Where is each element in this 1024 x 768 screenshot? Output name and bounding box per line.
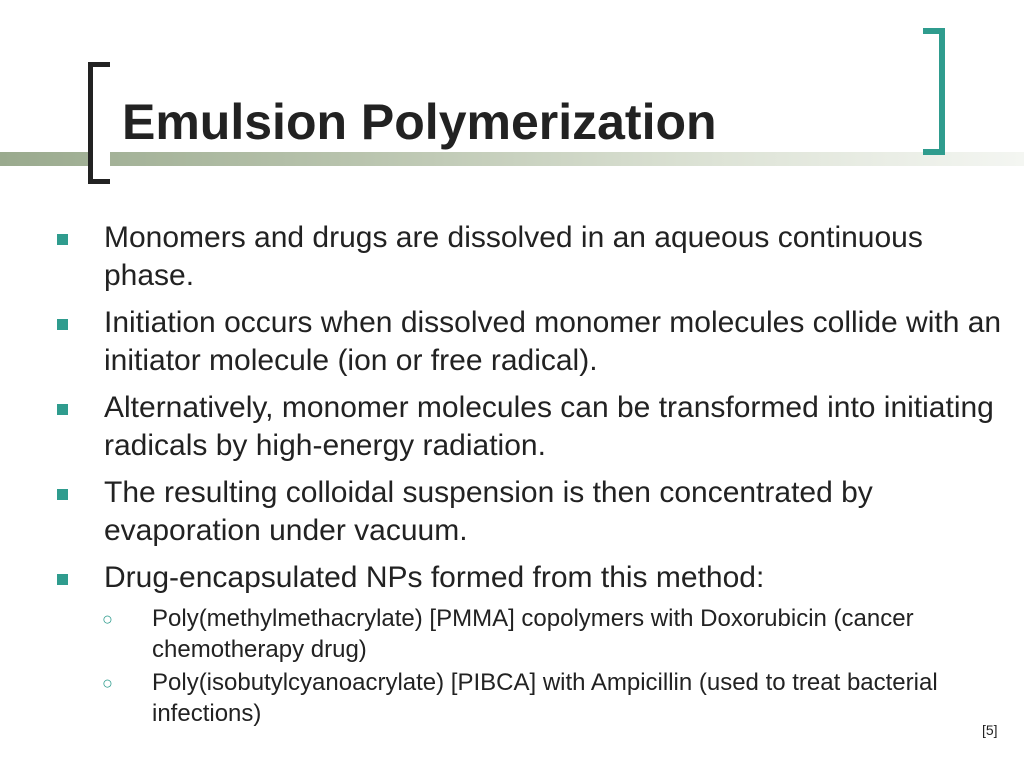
bullet-list — [0, 219, 1024, 731]
square-bullet-icon — [57, 234, 68, 245]
circle-bullet-icon: ○ — [102, 673, 113, 693]
citation-reference: [5] — [982, 722, 998, 738]
sub-bullet-item — [0, 667, 1024, 729]
bullet-text: The resulting colloidal suspension is then concentrated by evaporation under vacuum. — [104, 476, 873, 547]
square-bullet-icon — [57, 489, 68, 500]
bullet-item — [0, 219, 1024, 295]
right-bracket-decoration — [923, 28, 945, 155]
bullet-text: Drug-encapsulated NPs formed from this method: — [104, 561, 765, 594]
sub-bullet-text: Poly(methylmethacrylate) [PMMA] copolymers with Doxorubicin (cancer chemotherapy drug) — [152, 605, 914, 663]
bullet-text: Monomers and drugs are dissolved in an aqueous continuous phase. — [104, 221, 923, 292]
bullet-item — [0, 559, 1024, 597]
title-underline-bar — [0, 152, 1024, 166]
square-bullet-icon — [57, 404, 68, 415]
bullet-item — [0, 304, 1024, 380]
bullet-item — [0, 389, 1024, 465]
slide-title: Emulsion Polymerization — [122, 92, 723, 152]
left-bracket-decoration — [88, 62, 110, 184]
bullet-text: Alternatively, monomer molecules can be transformed into initiating radicals by high-energy radiation. — [104, 391, 994, 462]
square-bullet-icon — [57, 319, 68, 330]
bullet-text: Initiation occurs when dissolved monomer molecules collide with an initiator molecule (ion or free radical). — [104, 306, 1002, 377]
circle-bullet-icon: ○ — [102, 609, 113, 629]
square-bullet-icon — [57, 574, 68, 585]
bullet-item — [0, 474, 1024, 550]
sub-bullet-item — [0, 603, 1024, 665]
sub-bullet-text: Poly(isobutylcyanoacrylate) [PIBCA] with Ampicillin (used to treat bacterial infections) — [152, 669, 938, 727]
